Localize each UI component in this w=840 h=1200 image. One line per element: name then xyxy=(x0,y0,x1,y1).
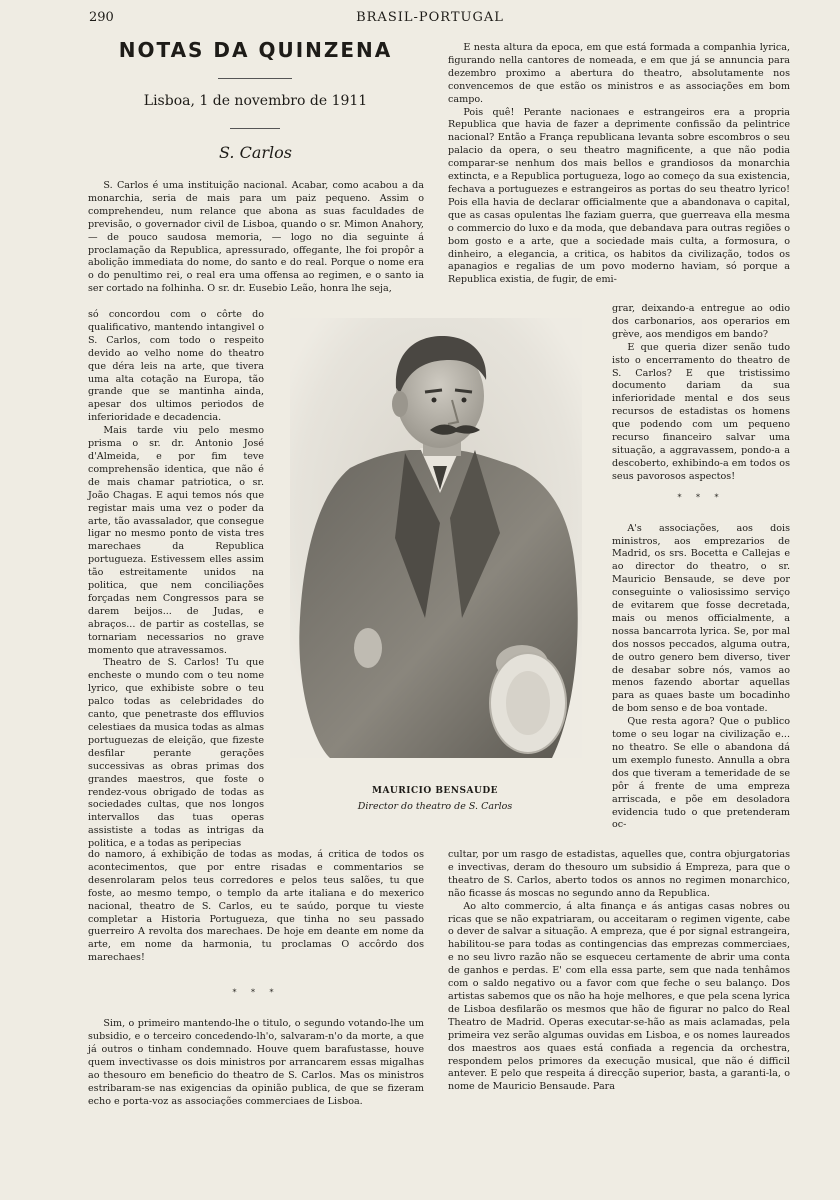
section-stars: * * * xyxy=(677,492,725,502)
dateline: Lisboa, 1 de novembro de 1911 xyxy=(143,93,368,109)
title-rule xyxy=(218,78,292,79)
paragraph: E que queria dizer senão tudo isto o encerramento do theatro de S. Carlos? E que tristissimo documento dariam da sua inferioridade mental e dos seus recursos de estadistas os homens que podendo com um pequeno recurso financeiro salvar uma situação, a aggravassem, pondo-a a descoberto, exhibindo-a em todos os seus pavorosos aspectos! xyxy=(612,341,790,482)
paragraph: Sim, o primeiro mantendo-lhe o titulo, o segundo votando-lhe um subsidio, e o terceiro concedendo-lh'o, salvaram-n'o da morte, a que já outros o tinham condemnado. Houve quem barafustasse, houve quem invectivasse os dois ministros por arrancarem essas migalhas ao thesouro em beneficio do theatro de S. Carlos. Mas os ministros estribaram-se nas exigencias da opinião publica, de que se fizeram echo e porta-voz as associações commerciaes de Lisboa. xyxy=(88,1018,424,1107)
right-column-narrow xyxy=(612,303,790,832)
photo-caption-name: MAURICIO BENSAUDE xyxy=(371,786,499,796)
left-column-bottom xyxy=(88,849,424,1108)
photo-caption-role: Director do theatro de S. Carlos xyxy=(357,801,513,812)
dateline-rule xyxy=(230,128,280,129)
paragraph: cultar, por um rasgo de estadistas, aquelles que, contra objurgatorias e invectivas, deram do thesouro um subsidio á Empreza, para que o theatro de S. Carlos, aberto todos os annos no regimen monarchico, não ficasse ás moscas no segundo anno da Republica. xyxy=(448,849,790,899)
running-title: BRASIL-PORTUGAL xyxy=(356,10,504,25)
right-column-bottom xyxy=(448,849,790,1094)
portrait-illustration xyxy=(290,318,582,758)
page-number: 290 xyxy=(89,10,114,25)
paragraph: Que resta agora? Que o publico tome o seu logar na civilização e... no theatro. Se elle o abandona dá um exemplo funesto. Annulla a obra dos que tiveram a temeridade de se pôr á frente de uma empreza arriscada, e põe em desoladora evidencia tudo o que pretenderam oc- xyxy=(612,716,790,831)
paragraph: só concordou com o côrte do qualificativo, mantendo intangivel o S. Carlos, com todo o respeito devido ao velho nome do theatro que déra leis na arte, que tivera uma alta cotação na Europa, tão grande que se mantinha ainda, apesar dos ultimos periodos de inferioridade e decadencia. xyxy=(88,309,264,424)
left-column-top xyxy=(88,180,424,296)
portrait-photo xyxy=(290,318,582,758)
paragraph: Theatro de S. Carlos! Tu que encheste o mundo com o teu nome lyrico, que exhibiste sobre o teu palco todas as celebridades do canto, que penetraste dos effluvios celestiaes da musica todas as almas portuguezas de eleição, que fizeste desfilar perante gerações successivas as obras primas dos grandes maestros, que foste o rendez-vous obrigado de todas as sociedades cultas, que nos longos intervallos das tuas operas assististe a todas as intrigas da politica, e a todas as peripecias xyxy=(88,657,264,850)
left-column-narrow xyxy=(88,309,264,851)
article-title: NOTAS DA QUINZENA xyxy=(118,38,393,62)
section-stars: * * * xyxy=(232,988,280,998)
paragraph: Ao alto commercio, á alta finança e ás antigas casas nobres ou ricas que se não expatriaram, ou acceitaram o regimen vigente, cabe o dever de salvar a situação. A empreza, que é por signal estrangeira, habilitou-se para todas as contingencias das emprezas commerciaes, e no seu livro razão não se esqueceu certamente de abrir uma conta de ganhos e perdas. E' com ella essa parte, sem que nada tenhâmos com o saldo negativo ou a favor com que feche o seu balanço. Dos artistas sabemos que os não ha hoje melhores, e que pela scena lyrica de Lisboa desfilarão os mesmos que hão de figurar no palco do Real Theatro de Madrid. Operas executar-se-hão as mais aclamadas, pela primeira vez serão algumas ouvidas em Lisboa, e os nomes laureados dos maestros aos quaes está confiada a regencia da orchestra, respondem pelos primores da execução musical, que não é difficil antever. E pelo que respeita á direcção superior, basta, a garanti-la, o nome de Mauricio Bensaude. Para xyxy=(448,900,790,1093)
right-column-top xyxy=(448,42,790,287)
paragraph: Mais tarde viu pelo mesmo prisma o sr. dr. Antonio José d'Almeida, e por fim teve comprehensão identica, que não é de mais chamar patriotica, o sr. João Chagas. E aqui temos nós que registar mais uma vez o poder da arte, tão avassalador, que consegue ligar no mesmo ponto de vista tres marechaes da Republica portugueza. Estivessem elles assim tão estreitamente unidos na politica, que nem conciliações forçadas nem Congressos para se darem beijos... de Judas, e abraços... de partir as costellas, se tornariam necessarios no grave momento que atravessamos. xyxy=(88,425,264,656)
section-heading: S. Carlos xyxy=(219,143,292,162)
paragraph: S. Carlos é uma instituição nacional. Acabar, como acabou a da monarchia, seria de mais para um paiz pequeno. Assim o comprehendeu, num relance que abona as suas faculdades de previsão, o governador civil de Lisboa, quando o sr. Mimon Anahory, — de pouco saudosa memoria, — logo no dia seguinte á proclamação da Republica, apressurado, offegante, lhe foi propôr a abolição immediata do nome, do santo e do real. Porque o nome era o do penultimo rei, o real era uma offensa ao regimen, e o santo ia ser cortado na folhinha. O sr. dr. Eusebio Leão, honra lhe seja, xyxy=(88,180,424,295)
paragraph: E nesta altura da epoca, em que está formada a companhia lyrica, figurando nella cantores de nomeada, e em que já se annuncia para dezembro proximo a abertura do theatro, absolutamente nos convencemos de que estão os ministros e as associações em bom campo. xyxy=(448,42,790,105)
paragraph: do namoro, á exhibição de todas as modas, á critica de todos os acontecimentos, que por entre risadas e commentarios se desenrolaram pelos teus corredores e pelos teus salões, tu que foste, ao mesmo tempo, o templo da arte italiana e do mexerico nacional, theatro de S. Carlos, eu te saúdo, porque tu vieste completar a Historia Portugueza, que tinha no seu passado guerreiro A revolta dos marechaes. De hoje em deante em nome da arte, em nome da harmonia, tu proclamas O accôrdo dos marechaes! xyxy=(88,849,424,964)
paragraph: Pois quê! Perante nacionaes e estrangeiros era a propria Republica que havia de fazer a deprimente confissão da pelintrice nacional? Então a França republicana levanta sobre escombros o seu palacio da opera, o seu theatro magnificente, a que não podia comparar-se nenhum dos mais bellos e grandiosos da monarchia extincta, e a Republica portugueza, logo ao começo da sua existencia, fechava a portuguezes e estrangeiros as portas do seu theatro lyrico! Pois ella havia de declarar officialmente que a abandonava o capital, que as casas opulentas lhe faziam guerra, que guerreava ella mesma o commercio do luxo e da moda, que debandava para outras regiões o bom gosto e a arte, que a sociedade mais culta, a formosura, o dinheiro, a elegancia, a critica, os habitos da civilização, todos os apanagios e regalias de um povo moderno haviam, só porque a Republica existia, de fugir, de emi- xyxy=(448,106,790,286)
paragraph: A's associações, aos dois ministros, aos emprezarios de Madrid, os srs. Bocetta e Callejas e ao director do theatro, o sr. Mauricio Bensaude, se deve por conseguinte o valiosissimo serviço de evitarem que fosse decretada, mais ou menos officialmente, a nossa bancarrota lyrica. Se, por mal dos nossos peccados, alguma outra, de outro genero bem diverso, tiver de desabar sobre nós, vamos ao menos fazendo abortar aquellas para as quaes baste um bocadinho de bom senso e de boa vontade. xyxy=(612,522,790,715)
paragraph: grar, deixando-a entregue ao odio dos carbonarios, aos operarios em grève, aos mendigos em bando? xyxy=(612,303,790,340)
